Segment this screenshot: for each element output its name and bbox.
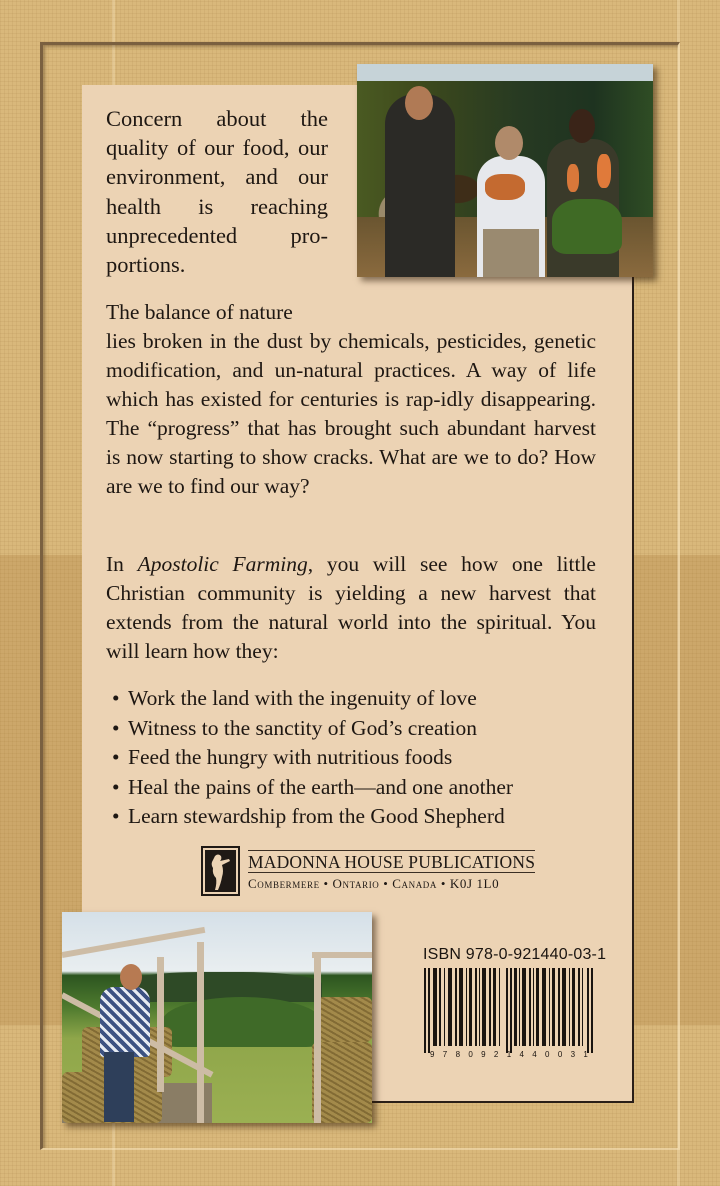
publisher-address: Combermere • Ontario • Canada • K0J 1L0 — [248, 876, 500, 891]
list-item: • Feed the hungry with nutritious foods — [112, 743, 602, 773]
barcode-digits: 9 7 8 0 9 2 1 4 4 0 0 3 1 — [430, 1050, 588, 1059]
list-item: • Learn stewardship from the Good Shepherd — [112, 802, 602, 832]
book-title: Apostolic Farming — [137, 552, 308, 576]
paragraph-2: lies broken in the dust by chemicals, pesticides, genetic modification, and un-natural practices. A way of life which has existed for centuries is rap-idly disappearing. The “progress” that has brought such abundant harvest is now starting to show cracks. What are we to do? How are we to find our way? — [106, 329, 596, 498]
bullet-icon: • — [112, 715, 120, 740]
paragraph-3-rest: , you will see how one little Christian community is yielding a new harvest that extends from the natural world into the spiritual. You will learn how they: — [106, 552, 596, 663]
bullet-icon: • — [112, 804, 120, 828]
list-item: • Work the land with the ingenuity of love — [112, 684, 602, 714]
photo-top-harvest — [357, 64, 653, 277]
paragraph-3 — [106, 550, 596, 666]
isbn-label: ISBN 978-0-921440-03-1 — [423, 946, 607, 963]
barcode-icon — [424, 968, 594, 1053]
bullet-icon: • — [112, 745, 120, 769]
photo-bottom-hay — [62, 912, 372, 1123]
bullet-icon: • — [112, 774, 120, 799]
publisher-name: MADONNA HOUSE PUBLICATIONS — [248, 852, 536, 872]
publisher-block — [201, 846, 535, 896]
paragraph-2-first-line: The balance of nature — [106, 300, 293, 324]
intro-text: Concern about the quality of our food, our environment, and our health is reaching unprecedented pro-portions. — [106, 106, 328, 278]
paragraph-3-prefix: In — [106, 552, 138, 576]
madonna-figure-logo-icon — [201, 846, 240, 896]
list-item: • Witness to the sanctity of God’s creation — [112, 714, 602, 744]
list-item: • Heal the pains of the earth—and one another — [112, 773, 602, 803]
bullet-list — [112, 684, 602, 832]
bullet-icon: • — [112, 686, 120, 710]
